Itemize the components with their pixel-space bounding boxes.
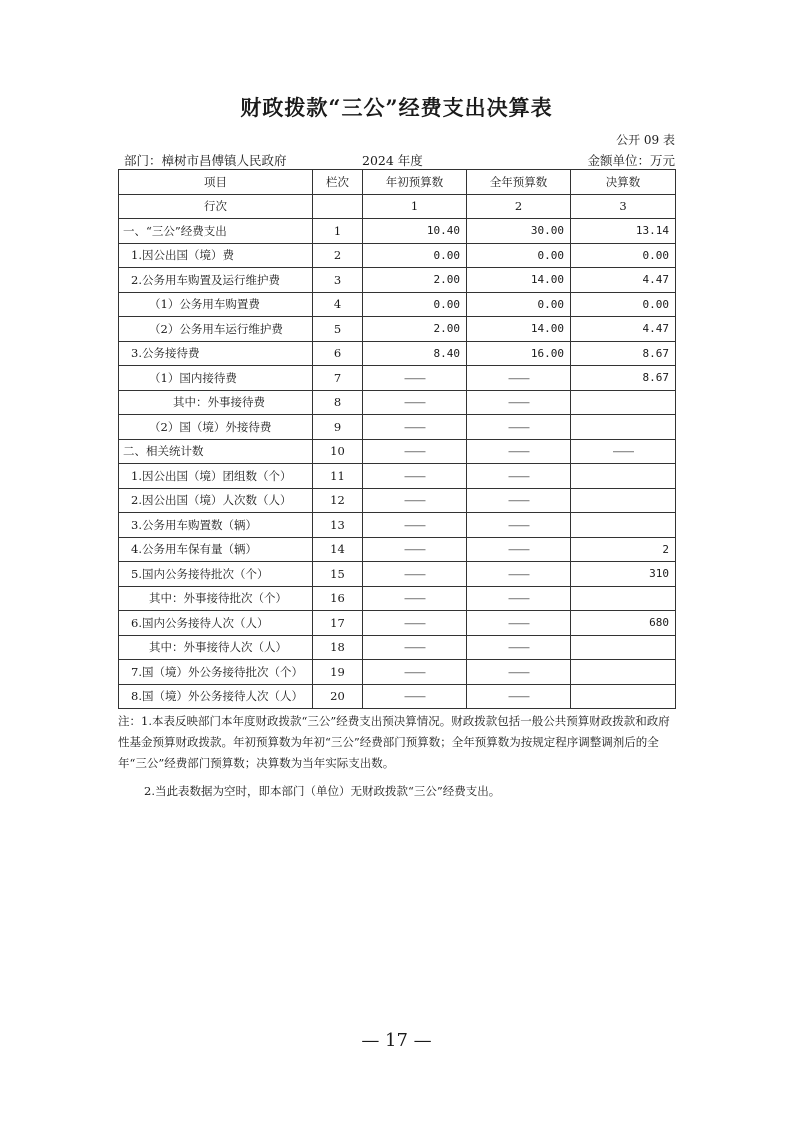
table-row <box>119 586 676 611</box>
row-item: 2.因公出国（境）人次数（人） <box>119 488 313 513</box>
row-final-account <box>571 390 676 415</box>
row-initial-budget: —— <box>363 513 467 538</box>
row-full-year-budget: 30.00 <box>467 219 571 244</box>
row-line: 6 <box>313 341 363 366</box>
row-final-account <box>571 635 676 660</box>
row-full-year-budget: 14.00 <box>467 268 571 293</box>
row-initial-budget: —— <box>363 488 467 513</box>
row-initial-budget: —— <box>363 635 467 660</box>
table-row <box>119 268 676 293</box>
form-number: 公开 09 表 <box>616 133 675 147</box>
row-initial-budget: —— <box>363 611 467 636</box>
index-col1: 1 <box>363 194 467 219</box>
row-final-account <box>571 513 676 538</box>
table-row <box>119 684 676 709</box>
row-initial-budget: —— <box>363 390 467 415</box>
row-item: （2）公务用车运行维护费 <box>119 317 313 342</box>
row-final-account: 680 <box>571 611 676 636</box>
row-initial-budget: —— <box>363 439 467 464</box>
table-row <box>119 415 676 440</box>
row-final-account: 8.67 <box>571 366 676 391</box>
row-item: 8.国（境）外公务接待人次（人） <box>119 684 313 709</box>
row-line: 13 <box>313 513 363 538</box>
row-line: 2 <box>313 243 363 268</box>
row-full-year-budget: —— <box>467 660 571 685</box>
row-final-account <box>571 684 676 709</box>
row-full-year-budget: —— <box>467 464 571 489</box>
page-title: 财政拨款“三公”经费支出决算表 <box>240 95 553 120</box>
index-line <box>313 194 363 219</box>
table-row <box>119 219 676 244</box>
index-item: 行次 <box>119 194 313 219</box>
row-initial-budget: 2.00 <box>363 268 467 293</box>
row-item: 7.国（境）外公务接待批次（个） <box>119 660 313 685</box>
row-full-year-budget: 0.00 <box>467 292 571 317</box>
row-line: 7 <box>313 366 363 391</box>
row-line: 16 <box>313 586 363 611</box>
row-initial-budget: —— <box>363 562 467 587</box>
row-item: 1.因公出国（境）团组数（个） <box>119 464 313 489</box>
row-item: 3.公务用车购置数（辆） <box>119 513 313 538</box>
row-initial-budget: 2.00 <box>363 317 467 342</box>
three-public-expense-table <box>118 169 676 709</box>
row-final-account: 4.47 <box>571 268 676 293</box>
row-item: 其中：外事接待批次（个） <box>119 586 313 611</box>
row-final-account <box>571 586 676 611</box>
row-line: 14 <box>313 537 363 562</box>
row-full-year-budget: —— <box>467 415 571 440</box>
table-header-row <box>119 170 676 195</box>
table-row <box>119 439 676 464</box>
row-full-year-budget: —— <box>467 390 571 415</box>
row-initial-budget: —— <box>363 415 467 440</box>
table-row <box>119 513 676 538</box>
row-item: （1）国内接待费 <box>119 366 313 391</box>
table-row <box>119 390 676 415</box>
index-col3: 3 <box>571 194 676 219</box>
table-row <box>119 488 676 513</box>
row-final-account <box>571 464 676 489</box>
page-number: — 17 — <box>361 1030 432 1051</box>
row-final-account <box>571 660 676 685</box>
row-line: 8 <box>313 390 363 415</box>
row-line: 3 <box>313 268 363 293</box>
row-full-year-budget: 16.00 <box>467 341 571 366</box>
row-final-account <box>571 415 676 440</box>
table-row <box>119 537 676 562</box>
row-initial-budget: —— <box>363 660 467 685</box>
row-initial-budget: —— <box>363 537 467 562</box>
row-item: 4.公务用车保有量（辆） <box>119 537 313 562</box>
row-full-year-budget: —— <box>467 635 571 660</box>
row-item: 其中：外事接待费 <box>119 390 313 415</box>
row-initial-budget: —— <box>363 366 467 391</box>
department-label: 部门：樟树市昌傅镇人民政府 <box>124 153 287 168</box>
row-line: 10 <box>313 439 363 464</box>
row-item: 2.公务用车购置及运行维护费 <box>119 268 313 293</box>
row-final-account: 13.14 <box>571 219 676 244</box>
row-full-year-budget: —— <box>467 488 571 513</box>
table-row <box>119 660 676 685</box>
row-final-account: 4.47 <box>571 317 676 342</box>
row-full-year-budget: 14.00 <box>467 317 571 342</box>
table-row <box>119 317 676 342</box>
row-line: 17 <box>313 611 363 636</box>
row-full-year-budget: —— <box>467 366 571 391</box>
row-initial-budget: 0.00 <box>363 243 467 268</box>
row-full-year-budget: 0.00 <box>467 243 571 268</box>
table-row <box>119 366 676 391</box>
row-final-account: —— <box>571 439 676 464</box>
table-index-row <box>119 194 676 219</box>
row-initial-budget: 0.00 <box>363 292 467 317</box>
header-col2: 全年预算数 <box>467 170 571 195</box>
row-line: 20 <box>313 684 363 709</box>
row-full-year-budget: —— <box>467 611 571 636</box>
row-initial-budget: 10.40 <box>363 219 467 244</box>
row-item: 6.国内公务接待人次（人） <box>119 611 313 636</box>
row-full-year-budget: —— <box>467 537 571 562</box>
row-full-year-budget: —— <box>467 684 571 709</box>
row-item: 二、相关统计数 <box>119 439 313 464</box>
fiscal-year: 2024 年度 <box>362 153 423 168</box>
row-line: 15 <box>313 562 363 587</box>
table-row <box>119 341 676 366</box>
row-final-account: 0.00 <box>571 243 676 268</box>
row-line: 1 <box>313 219 363 244</box>
row-final-account: 8.67 <box>571 341 676 366</box>
header-item: 项目 <box>119 170 313 195</box>
row-item: （2）国（境）外接待费 <box>119 415 313 440</box>
row-item: 一、“三公”经费支出 <box>119 219 313 244</box>
row-line: 5 <box>313 317 363 342</box>
row-line: 18 <box>313 635 363 660</box>
row-final-account: 310 <box>571 562 676 587</box>
row-item: 其中：外事接待人次（人） <box>119 635 313 660</box>
header-col3: 决算数 <box>571 170 676 195</box>
row-initial-budget: —— <box>363 586 467 611</box>
row-line: 19 <box>313 660 363 685</box>
header-col1: 年初预算数 <box>363 170 467 195</box>
row-line: 4 <box>313 292 363 317</box>
table-row <box>119 611 676 636</box>
row-full-year-budget: —— <box>467 439 571 464</box>
row-item: （1）公务用车购置费 <box>119 292 313 317</box>
row-line: 9 <box>313 415 363 440</box>
row-item: 3.公务接待费 <box>119 341 313 366</box>
note-2: 2.当此表数据为空时，即本部门（单位）无财政拨款“三公”经费支出。 <box>144 784 501 798</box>
row-final-account: 0.00 <box>571 292 676 317</box>
row-item: 5.国内公务接待批次（个） <box>119 562 313 587</box>
table-row <box>119 635 676 660</box>
table-row <box>119 243 676 268</box>
table-row <box>119 292 676 317</box>
row-initial-budget: 8.40 <box>363 341 467 366</box>
row-line: 11 <box>313 464 363 489</box>
row-final-account: 2 <box>571 537 676 562</box>
row-full-year-budget: —— <box>467 586 571 611</box>
index-col2: 2 <box>467 194 571 219</box>
row-initial-budget: —— <box>363 684 467 709</box>
row-full-year-budget: —— <box>467 513 571 538</box>
row-full-year-budget: —— <box>467 562 571 587</box>
row-line: 12 <box>313 488 363 513</box>
note-1: 注：1.本表反映部门本年度财政拨款“三公”经费支出预决算情况。财政拨款包括一般公共预算财政拨款和政府性基金预算财政拨款。年初预算数为年初“三公”经费部门预算数；全年预算数为按规定程序调整调剂后的全年“三公”经费部门预算数；决算数为当年实际支出数。 <box>118 714 670 770</box>
table-row <box>119 562 676 587</box>
header-line: 栏次 <box>313 170 363 195</box>
row-item: 1.因公出国（境）费 <box>119 243 313 268</box>
row-initial-budget: —— <box>363 464 467 489</box>
amount-unit: 金额单位：万元 <box>587 153 675 168</box>
table-row <box>119 464 676 489</box>
row-final-account <box>571 488 676 513</box>
